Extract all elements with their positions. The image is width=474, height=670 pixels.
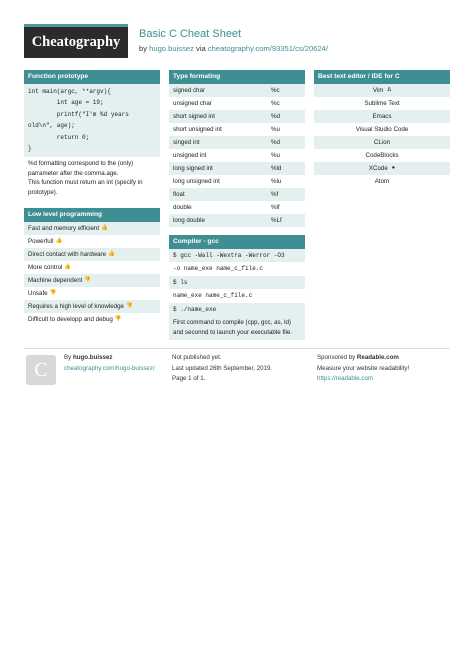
- list-item: [24, 222, 160, 235]
- format-cell: %ld: [271, 165, 282, 172]
- code-line: -o name_exe name_c_file.c: [169, 262, 305, 275]
- format-cell: %d: [271, 139, 280, 146]
- byline: by hugo.buissez via cheatography.com/93351/cs/20624/: [139, 44, 329, 53]
- list-item: [24, 235, 160, 248]
- author-info: By hugo.buissez cheatography.com/hugo-buissez/: [64, 354, 155, 372]
- table-row: [169, 97, 305, 110]
- item-label: CodeBlocks: [365, 152, 399, 159]
- list-item: [24, 300, 160, 313]
- author-profile-link[interactable]: cheatography.com/hugo-buissez/: [64, 364, 155, 372]
- item-label: Sublime Text: [364, 100, 400, 107]
- type-cell: short signed int: [173, 113, 215, 120]
- list-item: [24, 248, 160, 261]
- note-line: This function must return an int (specify in prototype).: [28, 179, 143, 196]
- apple-icon: ●: [391, 165, 396, 171]
- thumbs-down-icon: 👎: [125, 303, 133, 310]
- panel-title: Compiler - gcc: [169, 235, 305, 249]
- author-link[interactable]: hugo.buissez: [149, 44, 194, 53]
- type-cell: singed int: [173, 139, 200, 146]
- type-cell: float: [173, 191, 185, 198]
- panel-title: Function prototype: [24, 70, 160, 84]
- item-label: CLion: [373, 139, 391, 146]
- list-item: [314, 149, 450, 162]
- format-cell: %c: [271, 87, 280, 94]
- sheet-title: Basic C Cheat Sheet: [139, 28, 242, 40]
- thumbs-up-icon: 👍: [55, 238, 63, 245]
- sponsor-info: Sponsored by Readable.com Measure your website readability! https://readable.com: [317, 354, 410, 382]
- table-row: [169, 162, 305, 175]
- list-item: [24, 313, 160, 326]
- code-line: $ ls: [169, 276, 305, 289]
- code-line: name_exe name_c_file.c: [169, 289, 305, 302]
- thumbs-up-icon: 👍: [101, 225, 108, 232]
- item-label: More control: [28, 264, 63, 272]
- list-item: [314, 162, 450, 175]
- list-item: [314, 97, 450, 110]
- footer: [24, 348, 450, 389]
- type-formating-panel: [169, 70, 305, 227]
- item-label: Difficult to developp and debug: [28, 316, 113, 324]
- table-row: [169, 175, 305, 188]
- low-level-panel: [24, 208, 160, 326]
- format-cell: %lu: [271, 178, 282, 185]
- list-item: [314, 175, 450, 188]
- type-cell: unsigned char: [173, 100, 212, 107]
- table-row: [169, 149, 305, 162]
- panel-title: Type formating: [169, 70, 305, 84]
- compiler-panel: [169, 235, 305, 340]
- code-block: [24, 84, 160, 157]
- note-line: %d formatting correspond to the (only) parrameter after the comma.age.: [28, 160, 134, 177]
- format-cell: %u: [271, 126, 280, 133]
- note: [24, 157, 160, 200]
- list-item: [24, 274, 160, 287]
- linux-icon: Δ: [387, 87, 392, 93]
- thumbs-down-icon: 👎: [114, 316, 122, 323]
- table-row: [169, 201, 305, 214]
- table-row: [169, 214, 305, 227]
- item-label: Powerfull: [28, 238, 54, 246]
- format-cell: %lf: [271, 204, 280, 211]
- code-line: $ gcc -Wall -Wextra -Werror -O3: [169, 249, 305, 262]
- thumbs-up-icon: 👍: [108, 251, 115, 258]
- table-row: [169, 136, 305, 149]
- list-item: [24, 261, 160, 274]
- list-item: [314, 123, 450, 136]
- item-label: Vim: [372, 87, 384, 94]
- code-block: [169, 249, 305, 316]
- type-cell: long double: [173, 217, 205, 224]
- panel-title: Low level programming: [24, 208, 160, 222]
- table-row: [169, 84, 305, 97]
- type-cell: unsigned int: [173, 152, 207, 159]
- publish-info: Not published yet. Last updated 26th September, 2019. Page 1 of 1.: [172, 354, 273, 382]
- format-cell: %c: [271, 100, 280, 107]
- code-line: old\n", age);: [28, 122, 75, 130]
- code-line: int age = 19;: [28, 99, 104, 107]
- thumbs-up-icon: 👍: [64, 264, 72, 271]
- table-row: [169, 123, 305, 136]
- format-cell: %u: [271, 152, 280, 159]
- list-item: [24, 287, 160, 300]
- sheet-url-link[interactable]: cheatography.com/93351/cs/20624/: [207, 44, 329, 53]
- item-label: Direct contact with hardware: [28, 251, 107, 259]
- panel-title: Best text editor / IDE for C: [314, 70, 450, 84]
- table-row: [169, 110, 305, 123]
- author-avatar[interactable]: C: [26, 355, 56, 385]
- format-cell: %f: [271, 191, 279, 198]
- type-cell: short unsigned int: [173, 126, 222, 133]
- code-line: int main(argc, **argv){: [28, 88, 111, 95]
- type-cell: signed char: [173, 87, 205, 94]
- note: First command to compile (cpp, gcc, as, ld) and seconnd to launch your executable file.: [169, 316, 305, 340]
- cheatography-logo[interactable]: Cheatography: [24, 24, 128, 58]
- format-cell: %Lf: [271, 217, 282, 224]
- item-label: Unsafe: [28, 290, 48, 298]
- table-row: [169, 188, 305, 201]
- item-label: Requires a high level of knowledge: [28, 303, 124, 311]
- code-line: }: [28, 145, 32, 153]
- thumbs-down-icon: 👎: [84, 277, 92, 284]
- editors-panel: [314, 70, 450, 188]
- list-item: [314, 110, 450, 123]
- list-item: [314, 84, 450, 97]
- item-label: Visual Studio Code: [355, 126, 409, 133]
- item-label: Emacs: [372, 113, 392, 120]
- code-line: printf("I'm %d years: [28, 110, 129, 118]
- code-line: return 0;: [28, 133, 90, 141]
- sponsor-link[interactable]: https://readable.com: [317, 375, 374, 382]
- list-item: [314, 136, 450, 149]
- type-cell: long signed int: [173, 165, 213, 172]
- item-label: XCode: [368, 165, 388, 172]
- item-label: Fast and memory efficient: [28, 225, 100, 233]
- type-cell: double: [173, 204, 192, 211]
- function-prototype-panel: [24, 70, 160, 200]
- item-label: Atom: [374, 178, 390, 185]
- code-line: $ ./name_exe: [169, 303, 305, 316]
- type-cell: long unsigned int: [173, 178, 220, 185]
- item-label: Machine dependent: [28, 277, 83, 285]
- format-cell: %d: [271, 113, 280, 120]
- thumbs-down-icon: 👎: [49, 290, 57, 297]
